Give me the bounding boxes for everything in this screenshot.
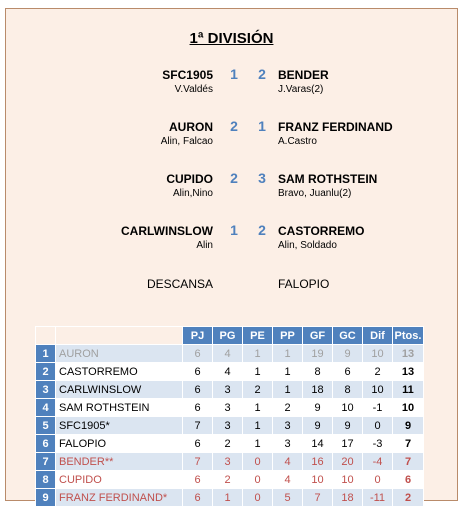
cell-pos: 3 — [36, 381, 56, 399]
cell-pts: 9 — [393, 417, 424, 435]
cell-team: AURON — [56, 345, 183, 363]
table-row — [36, 435, 424, 453]
cell-pj: 6 — [183, 471, 213, 489]
away-scorers: J.Varas(2) — [278, 84, 324, 95]
cell-gc: 9 — [333, 345, 363, 363]
cell-pos: 6 — [36, 435, 56, 453]
home-team: SFC1905 — [162, 68, 213, 82]
match-1 — [0, 68, 463, 108]
cell-pos: 1 — [36, 345, 56, 363]
cell-pg: 2 — [213, 435, 243, 453]
cell-pp: 2 — [273, 399, 303, 417]
cell-pts: 13 — [393, 363, 424, 381]
away-team: SAM ROTHSTEIN — [278, 172, 378, 186]
cell-gc: 8 — [333, 381, 363, 399]
header-gf: GF — [303, 327, 333, 345]
rest-label: DESCANSA — [146, 277, 213, 291]
away-score: 2 — [258, 66, 266, 82]
table-row — [36, 417, 424, 435]
cell-gf: 10 — [303, 471, 333, 489]
cell-gc: 9 — [333, 417, 363, 435]
cell-pg: 1 — [213, 489, 243, 507]
cell-dif: -11 — [363, 489, 393, 507]
cell-gf: 9 — [303, 399, 333, 417]
cell-pos: 5 — [36, 417, 56, 435]
cell-gf: 18 — [303, 381, 333, 399]
cell-gf: 8 — [303, 363, 333, 381]
cell-dif: -4 — [363, 453, 393, 471]
cell-dif: -3 — [363, 435, 393, 453]
cell-pos: 7 — [36, 453, 56, 471]
cell-dif: 0 — [363, 417, 393, 435]
header-pp: PP — [273, 327, 303, 345]
table-row — [36, 453, 424, 471]
cell-pj: 6 — [183, 381, 213, 399]
home-score: 2 — [230, 170, 238, 186]
cell-pp: 4 — [273, 453, 303, 471]
cell-dif: 0 — [363, 471, 393, 489]
home-team: AURON — [169, 120, 213, 134]
home-team: CUPIDO — [166, 172, 213, 186]
header-dif: Dif — [363, 327, 393, 345]
cell-pj: 6 — [183, 345, 213, 363]
header-gc: GC — [333, 327, 363, 345]
table-row — [36, 399, 424, 417]
cell-team: SAM ROTHSTEIN — [56, 399, 183, 417]
match-4 — [0, 224, 463, 264]
cell-pg: 2 — [213, 471, 243, 489]
table-row — [36, 345, 424, 363]
home-scorers: Alin, Falcao — [160, 136, 213, 147]
cell-pe: 1 — [243, 345, 273, 363]
cell-gf: 7 — [303, 489, 333, 507]
cell-pp: 3 — [273, 435, 303, 453]
cell-gc: 10 — [333, 471, 363, 489]
cell-gf: 19 — [303, 345, 333, 363]
cell-pts: 7 — [393, 453, 424, 471]
home-score: 2 — [230, 118, 238, 134]
cell-pos: 4 — [36, 399, 56, 417]
cell-team: CASTORREMO — [56, 363, 183, 381]
cell-pp: 5 — [273, 489, 303, 507]
cell-dif: 10 — [363, 345, 393, 363]
cell-gc: 10 — [333, 399, 363, 417]
away-scorers: Alin, Soldado — [278, 240, 337, 251]
standings-header — [36, 327, 424, 345]
header-pos — [36, 327, 56, 345]
header-pj: PJ — [183, 327, 213, 345]
away-scorers: A.Castro — [278, 136, 317, 147]
cell-pos: 2 — [36, 363, 56, 381]
away-score: 1 — [258, 118, 266, 134]
cell-gc: 18 — [333, 489, 363, 507]
cell-pos: 9 — [36, 489, 56, 507]
cell-pg: 3 — [213, 399, 243, 417]
standings-table — [35, 326, 424, 507]
away-team: BENDER — [278, 68, 329, 82]
cell-pe: 1 — [243, 417, 273, 435]
cell-pos: 8 — [36, 471, 56, 489]
cell-pp: 1 — [273, 345, 303, 363]
table-row — [36, 381, 424, 399]
match-2 — [0, 120, 463, 160]
home-score: 1 — [230, 66, 238, 82]
cell-pts: 6 — [393, 471, 424, 489]
cell-pe: 0 — [243, 471, 273, 489]
header-pe: PE — [243, 327, 273, 345]
cell-gf: 9 — [303, 417, 333, 435]
cell-pe: 1 — [243, 399, 273, 417]
cell-pj: 6 — [183, 399, 213, 417]
cell-pg: 3 — [213, 453, 243, 471]
away-scorers: Bravo, Juanlu(2) — [278, 188, 352, 199]
header-pg: PG — [213, 327, 243, 345]
away-score: 3 — [258, 170, 266, 186]
cell-team: SFC1905* — [56, 417, 183, 435]
cell-pts: 10 — [393, 399, 424, 417]
cell-dif: 2 — [363, 363, 393, 381]
cell-pj: 7 — [183, 453, 213, 471]
header-team — [56, 327, 183, 345]
cell-team: FALOPIO — [56, 435, 183, 453]
home-team: CARLWINSLOW — [121, 224, 213, 238]
cell-team: CARLWINSLOW — [56, 381, 183, 399]
table-row — [36, 471, 424, 489]
cell-pj: 6 — [183, 363, 213, 381]
cell-pts: 2 — [393, 489, 424, 507]
division-title: 1ª DIVISIÓN — [189, 30, 274, 47]
cell-team: BENDER** — [56, 453, 183, 471]
cell-gc: 6 — [333, 363, 363, 381]
cell-pj: 7 — [183, 417, 213, 435]
cell-gf: 16 — [303, 453, 333, 471]
home-scorers: Alin — [196, 240, 213, 251]
match-3 — [0, 172, 463, 212]
away-team: FRANZ FERDINAND — [278, 120, 393, 134]
cell-pp: 4 — [273, 471, 303, 489]
cell-pp: 1 — [273, 381, 303, 399]
cell-pts: 13 — [393, 345, 424, 363]
cell-pg: 4 — [213, 363, 243, 381]
header-pts: Ptos. — [393, 327, 424, 345]
home-score: 1 — [230, 222, 238, 238]
table-row — [36, 363, 424, 381]
away-team: CASTORREMO — [278, 224, 365, 238]
cell-pe: 1 — [243, 435, 273, 453]
cell-pe: 1 — [243, 363, 273, 381]
cell-pj: 6 — [183, 489, 213, 507]
cell-pe: 0 — [243, 489, 273, 507]
cell-gf: 14 — [303, 435, 333, 453]
home-scorers: Alin,Nino — [172, 188, 213, 199]
cell-gc: 17 — [333, 435, 363, 453]
home-scorers: V.Valdés — [174, 84, 213, 95]
cell-pg: 3 — [213, 381, 243, 399]
cell-pts: 7 — [393, 435, 424, 453]
cell-team: FRANZ FERDINAND* — [56, 489, 183, 507]
table-row — [36, 489, 424, 507]
cell-pp: 1 — [273, 363, 303, 381]
cell-pj: 6 — [183, 435, 213, 453]
cell-pp: 3 — [273, 417, 303, 435]
cell-pg: 4 — [213, 345, 243, 363]
cell-dif: 10 — [363, 381, 393, 399]
cell-pe: 2 — [243, 381, 273, 399]
cell-gc: 20 — [333, 453, 363, 471]
cell-team: CUPIDO — [56, 471, 183, 489]
rest-team: FALOPIO — [278, 277, 330, 291]
cell-pts: 11 — [393, 381, 424, 399]
cell-dif: -1 — [363, 399, 393, 417]
away-score: 2 — [258, 222, 266, 238]
cell-pe: 0 — [243, 453, 273, 471]
cell-pg: 3 — [213, 417, 243, 435]
